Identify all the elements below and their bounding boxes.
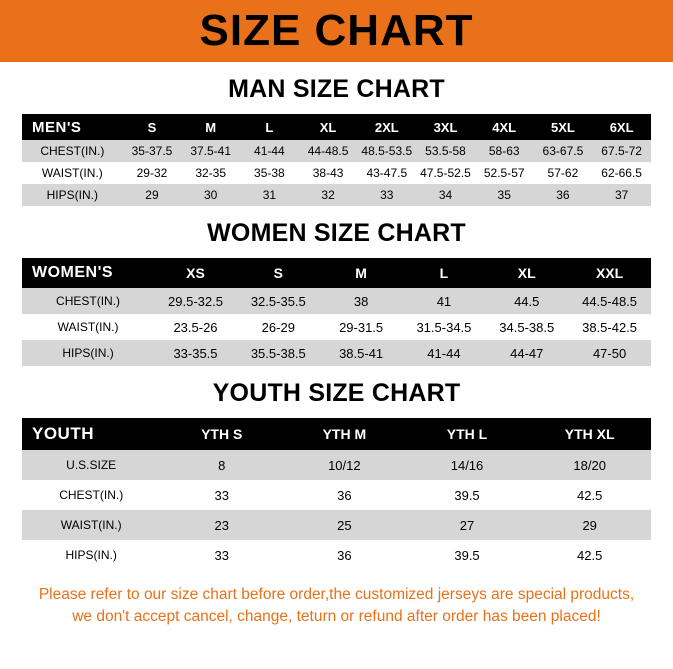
table-cell: 25 [337,517,352,533]
table-cell: 34 [438,188,453,202]
section-title-youth: YOUTH SIZE CHART [212,379,461,407]
table-cell: 41-44 [427,345,461,361]
header-cell: 4XL [492,119,517,135]
table-row [22,450,651,480]
footer-note [0,584,673,628]
table-cell: 57-62 [547,166,579,180]
table-cell: 33-35.5 [173,345,218,361]
header-banner [0,0,673,62]
header-cell: XS [186,265,205,281]
table-cell: 44-47 [510,345,544,361]
table-row [22,184,651,206]
table-cell: 44.5 [514,293,540,309]
youth-size-table [22,418,651,570]
table-cell: 38.5-41 [339,345,384,361]
table-cell: 32.5-35.5 [250,293,306,309]
footer-note-line-1: Please refer to our size chart before order,the customized jerseys are special products, [38,586,635,603]
table-header-row [22,258,651,288]
table-header-row [22,114,651,140]
table-cell: 8 [218,457,226,473]
header-cell: L [265,119,274,135]
table-cell: 32-35 [195,166,227,180]
man-size-chart [0,114,673,206]
header-cell: XL [517,265,536,281]
row-label: HIPS(IN.) [65,548,117,562]
women-size-chart [0,258,673,366]
row-label: CHEST(IN.) [56,294,121,308]
table-cell: 42.5 [577,487,603,503]
header-cell: YTH L [446,426,488,442]
table-cell: 36 [337,547,352,563]
table-cell: 33 [214,487,229,503]
table-cell: 35-37.5 [131,144,173,158]
table-cell: 41-44 [254,144,285,158]
table-cell: 27 [459,517,475,533]
table-cell: 31 [262,188,277,202]
table-cell: 52.5-57 [483,166,525,180]
youth-size-chart [0,418,673,570]
table-cell: 30 [204,188,218,202]
table-cell: 33 [380,188,394,202]
row-label: HIPS(IN.) [62,346,114,360]
header-cell: S [273,265,283,281]
table-cell: 10/12 [328,457,361,473]
table-cell: 53.5-58 [425,144,466,158]
header-cell: S [147,119,157,135]
table-cell: 26-29 [261,319,295,335]
header-cell: M [205,119,217,135]
table-cell: 36 [556,188,570,202]
table-cell: 67.5-72 [601,144,642,158]
table-cell: 35.5-38.5 [250,345,306,361]
table-cell: 14/16 [450,457,484,473]
section-title-man: MAN SIZE CHART [228,75,445,103]
women-size-table [22,258,651,366]
table-row [22,510,651,540]
table-cell: 47.5-52.5 [420,166,471,180]
table-header-row [22,418,651,450]
table-cell: 44.5-48.5 [582,293,638,309]
table-row [22,340,651,366]
row-label: WAIST(IN.) [57,320,119,334]
header-cell: YTH S [201,426,243,442]
table-cell: 63-67.5 [542,144,584,158]
table-row [22,314,651,340]
man-size-table [22,114,651,206]
header-cell: 6XL [609,119,634,135]
section-title-women: WOMEN SIZE CHART [207,219,466,247]
table-cell: 23.5-26 [173,319,218,335]
table-cell: 58-63 [488,144,520,158]
table-cell: 47-50 [592,345,627,361]
table-cell: 33 [214,547,229,563]
table-cell: 32 [321,188,335,202]
table-cell: 35-38 [254,166,285,180]
table-cell: 31.5-34.5 [416,319,472,335]
header-cell: 2XL [374,119,399,135]
table-cell: 36 [337,487,352,503]
table-row [22,140,651,162]
header-cell: WOMEN'S [32,264,114,281]
table-cell: 29-31.5 [339,319,384,335]
header-cell: XL [319,119,337,135]
header-cell: L [439,265,449,281]
table-cell: 29-32 [136,166,168,180]
table-cell: 18/20 [573,457,606,473]
header-cell: YOUTH [32,424,94,443]
table-cell: 37.5-41 [190,144,232,158]
row-label: WAIST(IN.) [41,166,103,180]
table-cell: 37 [614,188,629,202]
table-cell: 48.5-53.5 [361,144,413,158]
table-row [22,480,651,510]
table-cell: 41 [436,293,452,309]
header-cell: MEN'S [32,118,82,136]
header-cell: 5XL [550,119,575,135]
table-cell: 39.5 [454,547,480,563]
table-cell: 43-47.5 [366,166,408,180]
table-cell: 35 [497,188,511,202]
row-label: HIPS(IN.) [46,188,98,202]
header-cell: 3XL [433,119,458,135]
table-cell: 38 [353,293,369,309]
table-cell: 42.5 [577,547,603,563]
page-title: SIZE CHART [199,6,474,55]
table-row [22,540,651,570]
table-cell: 23 [214,517,229,533]
header-cell: YTH XL [564,426,615,442]
table-cell: 62-66.5 [601,166,642,180]
table-row [22,288,651,314]
table-cell: 29 [582,517,597,533]
table-cell: 44-48.5 [307,144,349,158]
row-label: CHEST(IN.) [59,488,124,502]
row-label: U.S.SIZE [66,458,117,472]
row-label: CHEST(IN.) [40,144,105,158]
header-cell: M [355,265,367,281]
table-cell: 39.5 [454,487,480,503]
header-cell: YTH M [322,426,367,442]
table-cell: 38.5-42.5 [582,319,638,335]
footer-note-line-2: we don't accept cancel, change, teturn or refund after order has been placed! [72,608,601,625]
row-label: WAIST(IN.) [60,518,122,532]
header-cell: XXL [595,265,624,281]
table-row [22,162,651,184]
table-cell: 34.5-38.5 [499,319,555,335]
table-cell: 29 [145,188,159,202]
table-cell: 38-43 [312,166,344,180]
table-cell: 29.5-32.5 [168,293,223,309]
